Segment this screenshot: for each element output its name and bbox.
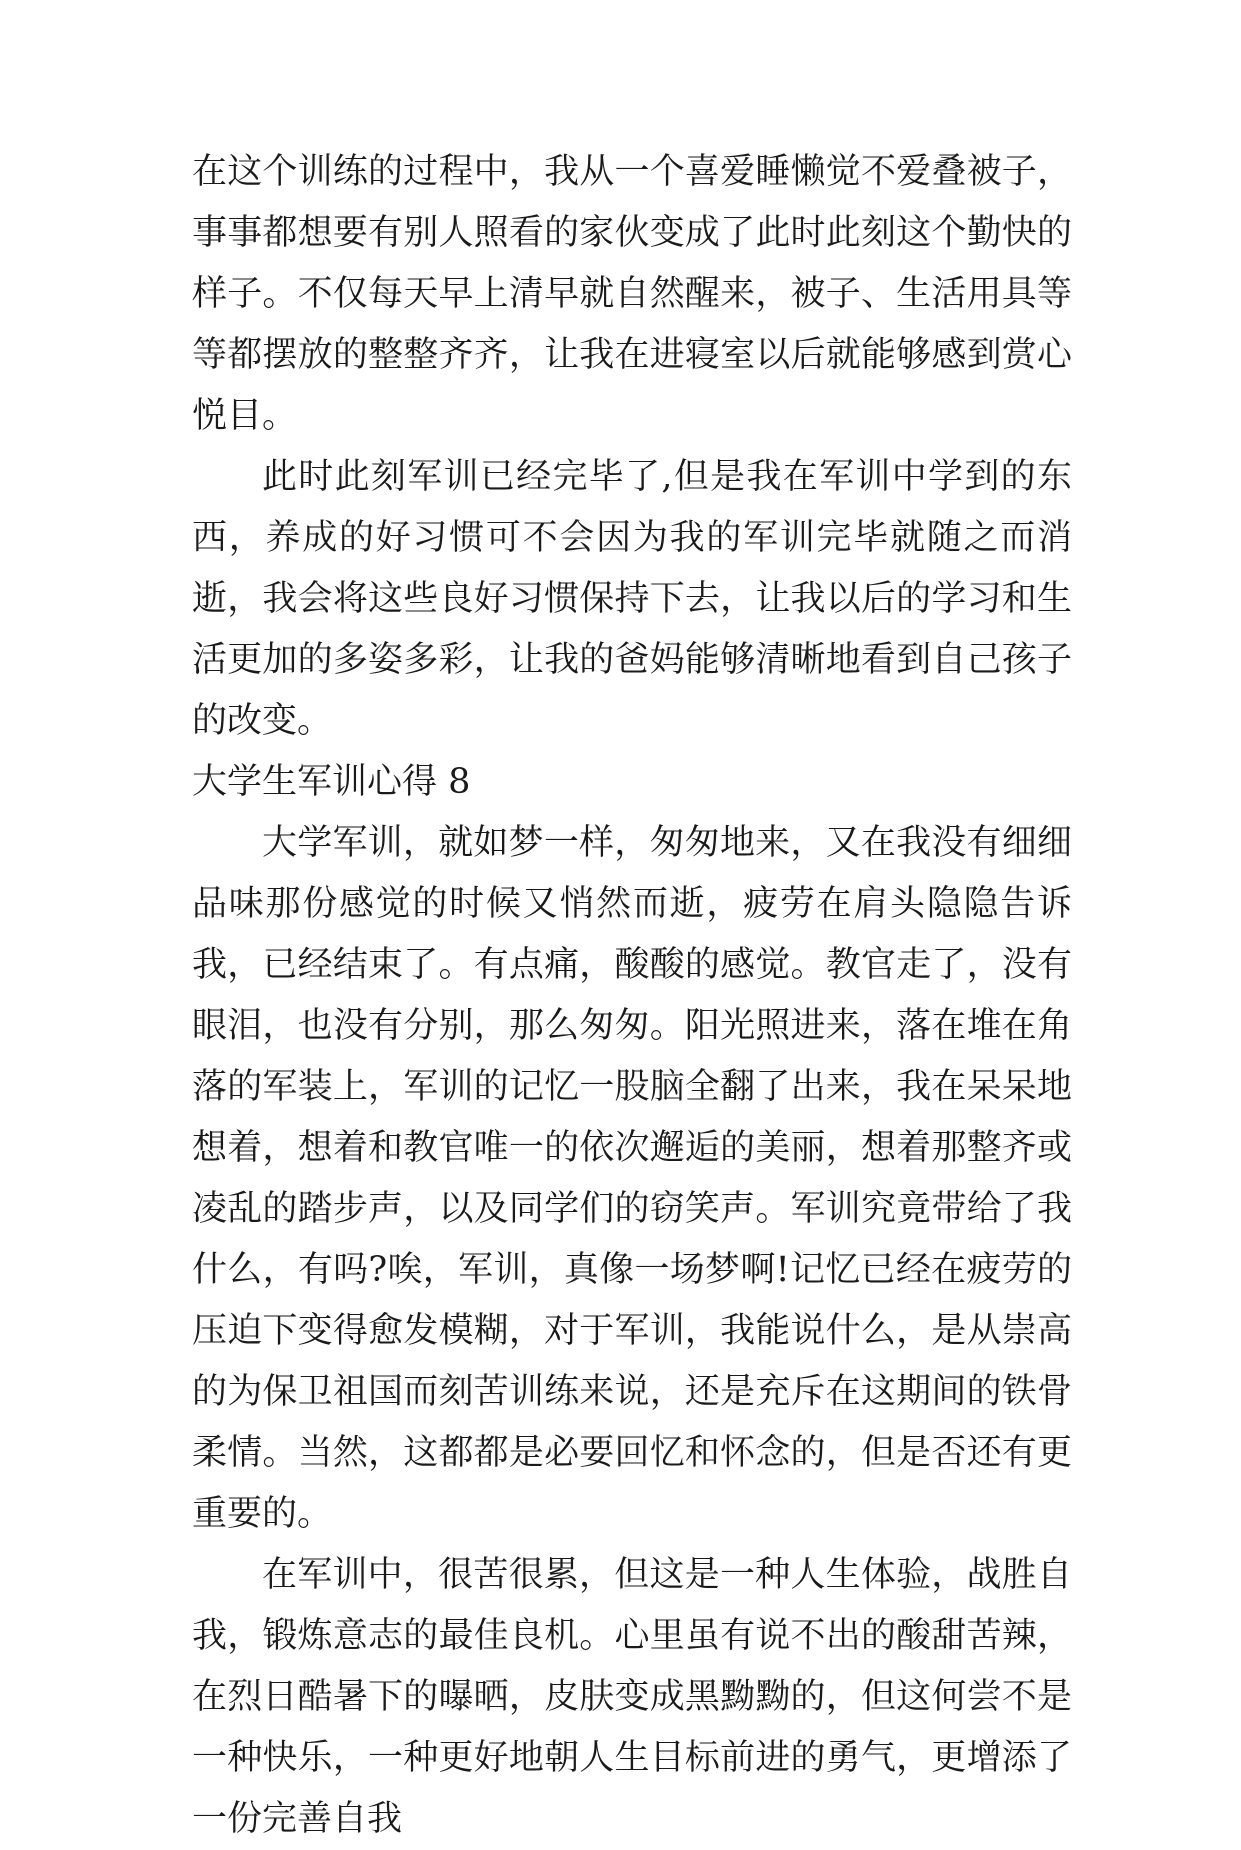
paragraph-good-habits: 此时此刻军训已经完毕了,但是我在军训中学到的东西，养成的好习惯可不会因为我的军训完毕就随之而消逝，我会将这些良好习惯保持下去，让我以后的学习和生活更加的多姿多彩，让我的爸妈能够清晰地看到自己孩子的改变。 — [192, 457, 1072, 741]
section-heading: 大学生军训心得 8 — [192, 762, 471, 802]
document-body — [192, 142, 1072, 1850]
paragraph-training-change: 在这个训练的过程中，我从一个喜爱睡懒觉不爱叠被子，事事都想要有别人照看的家伙变成了此时此刻这个勤快的样子。不仅每天早上清早就自然醒来，被子、生活用具等等都摆放的整整齐齐，让我在进寝室以后就能够感到赏心悦目。 — [192, 152, 1072, 436]
paragraph-life-experience: 在军训中，很苦很累，但这是一种人生体验，战胜自我，锻炼意志的最佳良机。心里虽有说不出的酸甜苦辣，在烈日酷暑下的曝晒，皮肤变成黑黝黝的，但这何尝不是一种快乐，一种更好地朝人生目标前进的勇气，更增添了一份完善自我 — [192, 1555, 1072, 1839]
paragraph-dream-memory: 大学军训，就如梦一样，匆匆地来，又在我没有细细品味那份感觉的时候又悄然而逝，疲劳在肩头隐隐告诉我，已经结束了。有点痛，酸酸的感觉。教官走了，没有眼泪，也没有分别，那么匆匆。阳光照进来，落在堆在角落的军装上，军训的记忆一股脑全翻了出来，我在呆呆地想着，想着和教官唯一的依次邂逅的美丽，想着那整齐或凌乱的踏步声，以及同学们的窃笑声。军训究竟带给了我什么，有吗?唉，军训，真像一场梦啊!记忆已经在疲劳的压迫下变得愈发模糊，对于军训，我能说什么，是从崇高的为保卫祖国而刻苦训练来说，还是充斥在这期间的铁骨柔情。当然，这都都是必要回忆和怀念的，但是否还有更重要的。 — [192, 823, 1072, 1534]
